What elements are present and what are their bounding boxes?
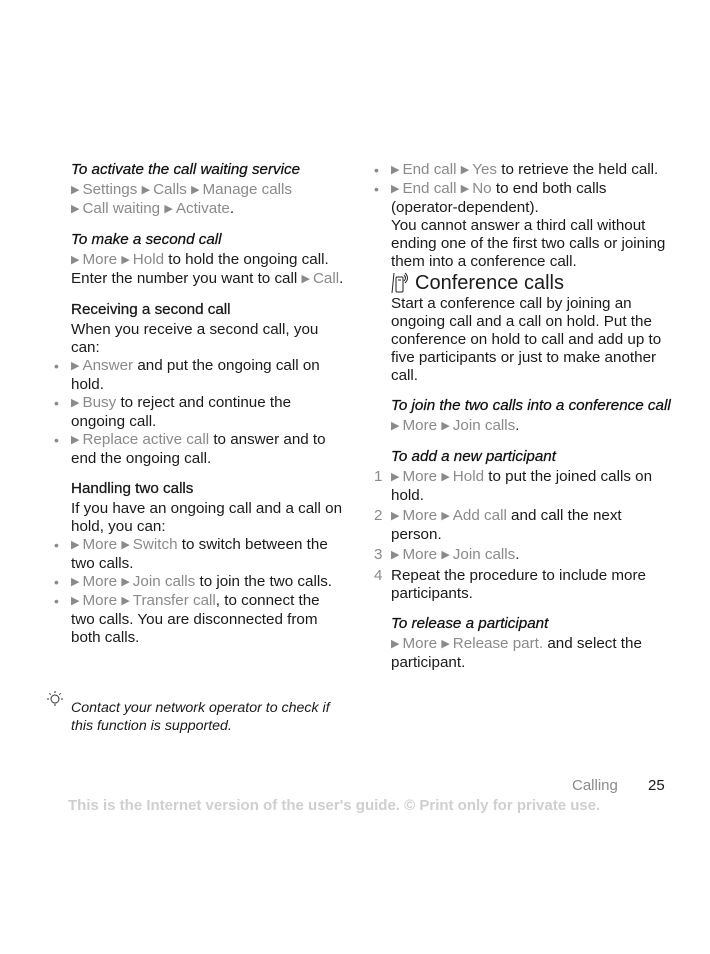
left-column	[54, 161, 347, 647]
arrow-icon: ▶	[301, 273, 310, 285]
bullet-dot-icon: •	[54, 358, 59, 374]
lightbulb-icon	[45, 690, 65, 710]
handling-text: If you have an ongoing call and a call on hold, you can:	[71, 500, 343, 535]
arrow-icon: ▶	[71, 595, 80, 607]
arrow-icon: ▶	[121, 595, 130, 607]
arrow-icon: ▶	[441, 471, 450, 483]
arrow-icon: ▶	[141, 184, 151, 196]
arrow-icon: ▶	[191, 184, 200, 196]
conference-title: Conference calls	[415, 272, 564, 294]
list-item: • ▶ Answer and put the ongoing call on hold.	[54, 357, 320, 393]
right-column	[374, 161, 673, 672]
list-item: • ▶ End call ▶ No to end both calls (operator-dependent).	[374, 180, 607, 216]
list-item: 4 Repeat the procedure to include more participants.	[374, 567, 646, 602]
activate-path-1: ▶ Settings ▶ Calls ▶ Manage calls	[71, 181, 293, 198]
arrow-icon: ▶	[441, 510, 450, 522]
list-item: 3 ▶ More ▶ Join calls.	[374, 546, 520, 563]
end-call-list	[374, 161, 673, 217]
arrow-icon: ▶	[71, 184, 80, 196]
join-path: ▶ More ▶ Join calls.	[391, 417, 520, 434]
list-item: • ▶ More ▶ Join calls to join the two calls.	[54, 573, 333, 590]
second-call-text: ▶ More ▶ Hold to hold the ongoing call. Enter the number you want to call ▶ Call.	[71, 251, 344, 287]
add-steps	[374, 468, 673, 603]
second-call-heading: To make a second call	[71, 231, 222, 248]
third-call-note: You cannot answer a third call without ending one of the first two calls or joining them into a conference call.	[391, 217, 666, 270]
arrow-icon: ▶	[71, 539, 80, 551]
arrow-icon: ▶	[121, 539, 130, 551]
arrow-icon: ▶	[391, 510, 400, 522]
arrow-icon: ▶	[441, 420, 450, 432]
arrow-icon: ▶	[121, 254, 130, 266]
footer-section-label: Calling	[572, 777, 618, 794]
receiving-heading: Receiving a second call	[71, 301, 231, 318]
list-item: 1 ▶ More ▶ Hold to put the joined calls on hold.	[374, 468, 653, 504]
release-heading: To release a participant	[391, 615, 549, 632]
arrow-icon: ▶	[71, 254, 80, 266]
handling-list	[54, 536, 347, 647]
arrow-icon: ▶	[71, 360, 80, 372]
add-heading: To add a new participant	[391, 448, 556, 465]
list-item: • ▶ End call ▶ Yes to retrieve the held call.	[374, 161, 659, 178]
arrow-icon: ▶	[441, 549, 450, 561]
arrow-icon: ▶	[391, 638, 400, 650]
bullet-dot-icon: •	[54, 432, 59, 448]
conference-text: Start a conference call by joining an ongoing call and a call on hold. Put the conference on hold to call and add up to five participants or just to make another call.	[391, 295, 662, 384]
arrow-icon: ▶	[441, 638, 450, 650]
list-item: • ▶ More ▶ Transfer call, to connect the two calls. You are disconnected from both calls.	[54, 592, 320, 646]
disclaimer-text: This is the Internet version of the user's guide. © Print only for private use.	[68, 797, 601, 814]
receiving-text: When you receive a second call, you can:	[71, 321, 319, 356]
page-number: 25	[648, 777, 665, 794]
tip-text: Contact your network operator to check if this function is supported.	[71, 700, 330, 734]
arrow-icon: ▶	[460, 164, 470, 176]
list-item: 2 ▶ More ▶ Add call and call the next person.	[374, 507, 622, 543]
bullet-dot-icon: •	[54, 574, 59, 590]
arrow-icon: ▶	[391, 420, 400, 432]
activate-heading: To activate the call waiting service	[71, 161, 301, 178]
bullet-dot-icon: •	[374, 162, 379, 178]
arrow-icon: ▶	[71, 397, 80, 409]
bullet-dot-icon: •	[54, 537, 59, 553]
arrow-icon: ▶	[71, 576, 80, 588]
activate-path-2: ▶ Call waiting ▶ Activate.	[71, 200, 235, 217]
arrow-icon: ▶	[164, 203, 173, 215]
list-item: • ▶ Busy to reject and continue the ongoing call.	[54, 394, 292, 430]
arrow-icon: ▶	[391, 549, 400, 561]
arrow-icon: ▶	[71, 434, 80, 446]
arrow-icon: ▶	[391, 471, 400, 483]
list-item: • ▶ Replace active call to answer and to end the ongoing call.	[54, 431, 326, 467]
list-item: • ▶ More ▶ Switch to switch between the two calls.	[54, 536, 328, 572]
bullet-dot-icon: •	[54, 593, 59, 609]
arrow-icon: ▶	[121, 576, 130, 588]
receiving-list	[54, 357, 347, 468]
bullet-dot-icon: •	[374, 181, 379, 197]
arrow-icon: ▶	[71, 203, 80, 215]
conference-section-title	[391, 271, 673, 295]
phone-signal-icon	[391, 271, 409, 295]
arrow-icon: ▶	[391, 183, 400, 195]
join-heading: To join the two calls into a conference call	[391, 397, 671, 414]
bullet-dot-icon: •	[54, 395, 59, 411]
arrow-icon: ▶	[460, 183, 470, 195]
handling-heading: Handling two calls	[71, 480, 194, 497]
release-path: ▶ More ▶ Release part. and select the participant.	[391, 635, 642, 671]
arrow-icon: ▶	[391, 164, 400, 176]
